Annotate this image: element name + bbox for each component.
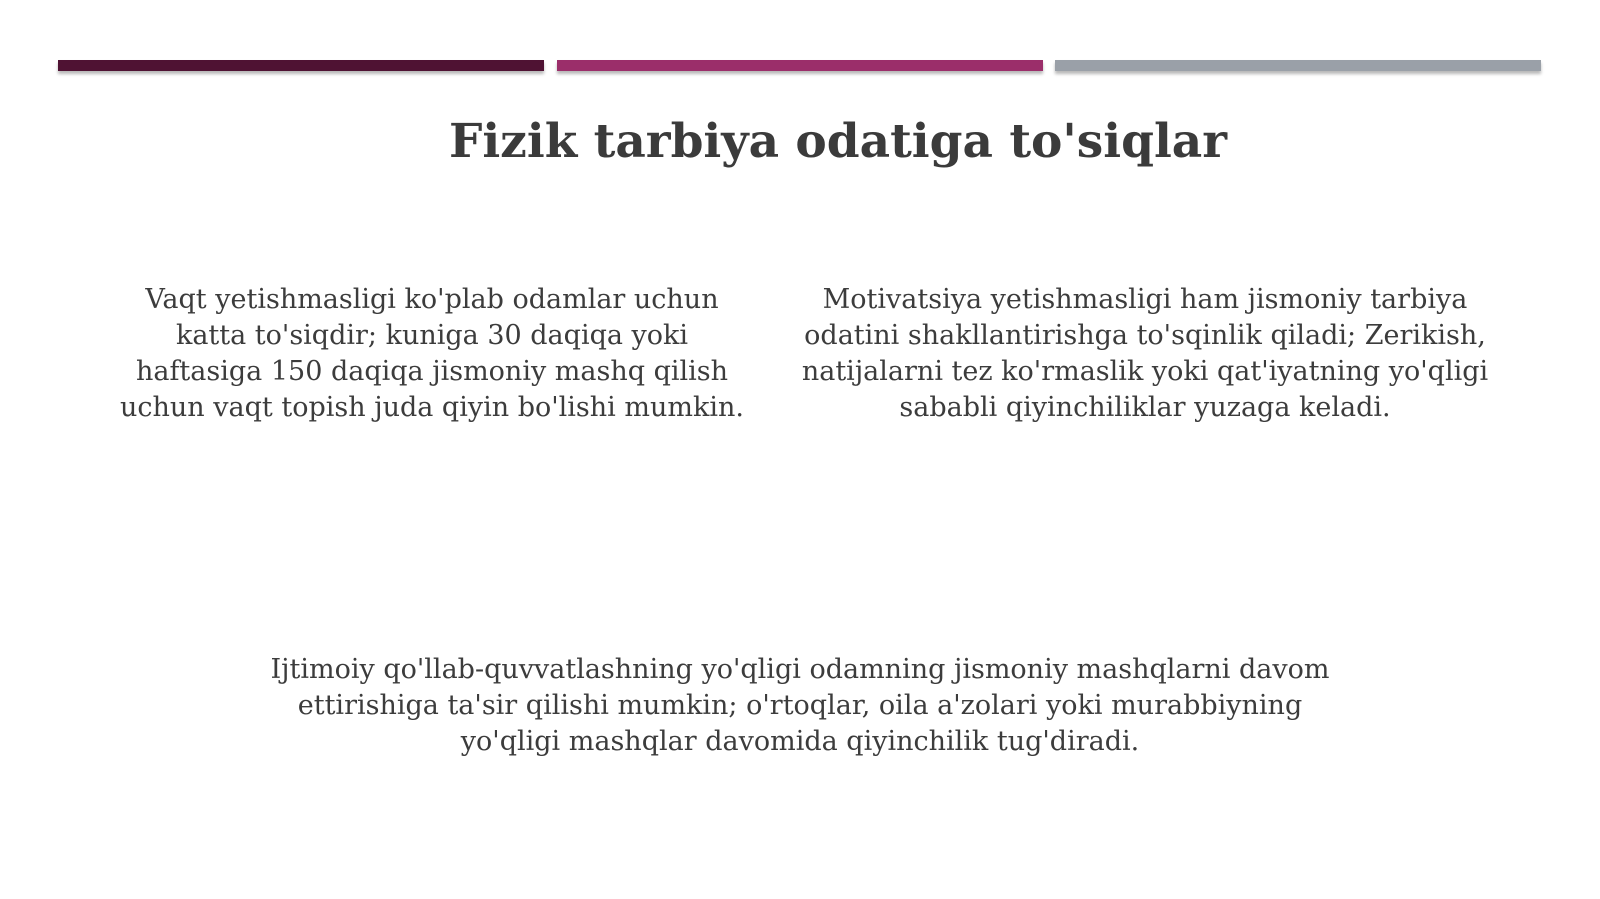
accent-bar-dark bbox=[58, 60, 544, 71]
paragraph-social-support-barrier: Ijtimoiy qo'llab-quvvatlashning yo'qligi odamning jismoniy mashqlarni davom ettirishiga ta'sir qilishi mumkin; o'rtoqlar, oila a'zolari yoki murabbiyning yo'qligi mashqlar davomida qiyinchilik tug'diradi. bbox=[270, 654, 1330, 757]
slide-title: Fizik tarbiya odatiga to'siqlar bbox=[448, 114, 1228, 169]
paragraph-time-barrier: Vaqt yetishmasligi ko'plab odamlar uchun katta to'siqdir; kuniga 30 daqiqa yoki haftasiga 150 daqiqa jismoniy mashq qilish uchun vaqt topish juda qiyin bo'lishi mumkin. bbox=[120, 284, 744, 423]
accent-bar-gray bbox=[1055, 60, 1541, 71]
accent-bar-magenta bbox=[557, 60, 1043, 71]
paragraph-motivation-barrier: Motivatsiya yetishmasligi ham jismoniy tarbiya odatini shakllantirishga to'sqinlik qiladi; Zerikish, natijalarni tez ko'rmaslik yoki qat'iyatning yo'qligi sababli qiyinchiliklar yuzaga keladi. bbox=[801, 284, 1489, 423]
